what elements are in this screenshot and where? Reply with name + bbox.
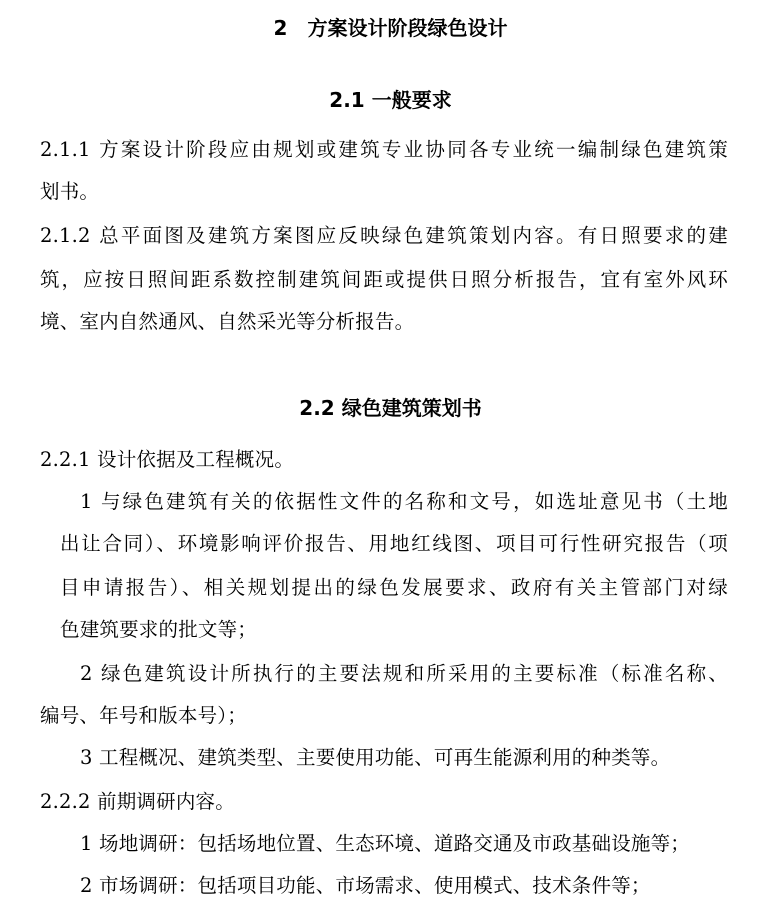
clause-2-1-2-line-1: 2.1.2 总平面图及建筑方案图应反映绿色建筑策划内容。有日照要求的建 <box>40 224 728 247</box>
chapter-heading: 2 方案设计阶段绿色设计 <box>273 16 508 40</box>
survey-item-2: 2 市场调研：包括项目功能、市场需求、使用模式、技术条件等； <box>80 874 651 897</box>
item-2-line-1: 2 绿色建筑设计所执行的主要法规和所采用的主要标准（标准名称、 <box>80 662 728 685</box>
item-1-line-2: 出让合同）、环境影响评价报告、用地红线图、项目可行性研究报告（项 <box>60 532 728 555</box>
clause-2-2-2-title: 2.2.2 前期调研内容。 <box>40 790 235 813</box>
clause-2-2-1-title: 2.2.1 设计依据及工程概况。 <box>40 448 295 471</box>
clause-2-1-1-line-1: 2.1.1 方案设计阶段应由规划或建筑专业协同各专业统一编制绿色建筑策 <box>40 138 728 161</box>
item-1-line-1: 1 与绿色建筑有关的依据性文件的名称和文号，如选址意见书（土地 <box>80 490 728 513</box>
clause-2-1-2-line-2: 筑，应按日照间距系数控制建筑间距或提供日照分析报告，宜有室外风环 <box>40 268 728 291</box>
item-3-line-1: 3 工程概况、建筑类型、主要使用功能、可再生能源利用的种类等。 <box>80 746 671 769</box>
clause-2-1-2-line-3: 境、室内自然通风、自然采光等分析报告。 <box>40 310 415 333</box>
item-1-line-3: 目申请报告）、相关规划提出的绿色发展要求、政府有关主管部门对绿 <box>60 576 728 599</box>
survey-item-1: 1 场地调研：包括场地位置、生态环境、道路交通及市政基础设施等； <box>80 832 691 855</box>
item-2-line-2: 编号、年号和版本号）； <box>40 704 247 727</box>
clause-2-1-1-line-2: 划书。 <box>40 180 100 203</box>
item-1-line-4: 色建筑要求的批文等； <box>60 618 258 641</box>
section-heading-2-2: 2.2 绿色建筑策划书 <box>299 396 482 420</box>
section-heading-2-1: 2.1 一般要求 <box>329 88 452 112</box>
